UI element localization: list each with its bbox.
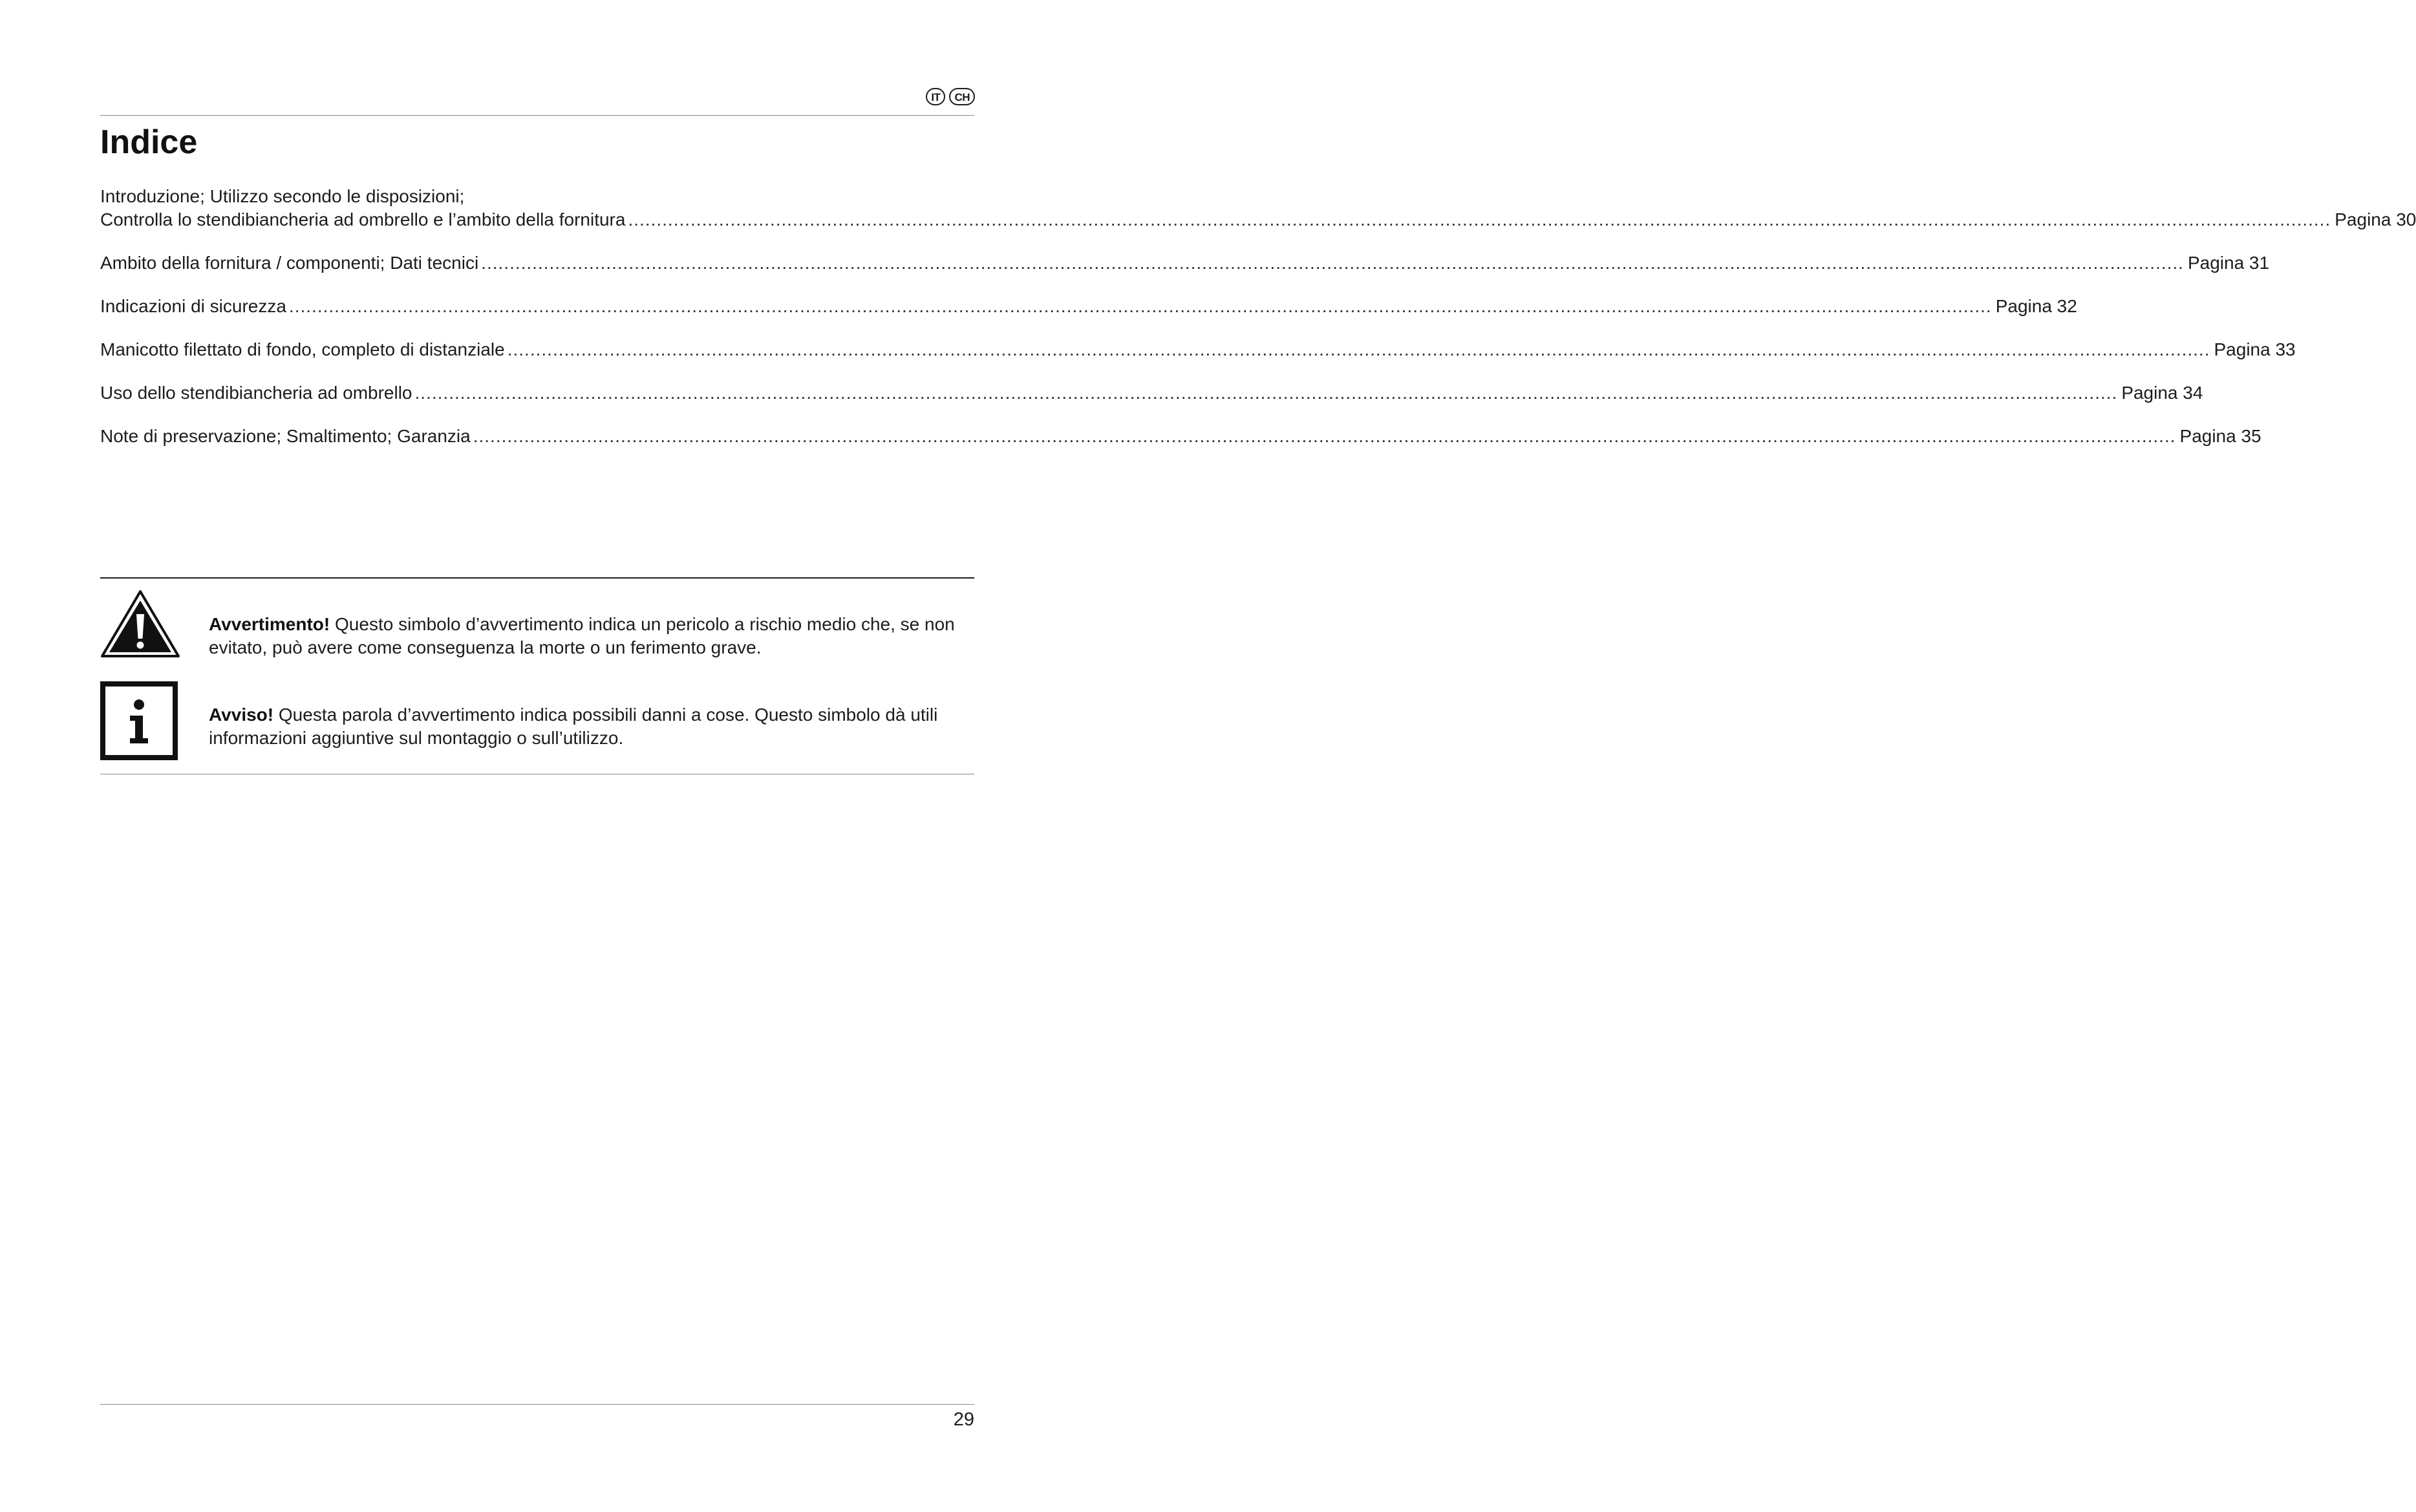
warning-notice-text <box>209 613 974 659</box>
toc-dot-leader: ............................................................................................................................................................................................................................................................................................................ <box>507 339 2210 359</box>
toc-dot-leader: ............................................................................................................................................................................................................................................................................................................ <box>288 296 1992 316</box>
toc-dot-leader: ............................................................................................................................................................................................................................................................................................................ <box>628 209 2331 229</box>
toc-entry <box>100 425 2261 448</box>
toc-entry-text: Ambito della fornitura / componenti; Dati tecnici <box>100 253 479 273</box>
toc-entry-line <box>100 251 2270 275</box>
toc-entry-line <box>100 381 2203 405</box>
toc-page-ref: Pagina 34 <box>2121 383 2203 403</box>
toc-dot-leader: ............................................................................................................................................................................................................................................................................................................ <box>481 253 2184 273</box>
toc-entry-text: Indicazioni di sicurezza <box>100 296 286 316</box>
warning-triangle-icon <box>100 590 180 661</box>
header-divider <box>100 115 974 116</box>
toc-entry-text: Introduzione; Utilizzo secondo le disposizioni; <box>100 186 465 206</box>
language-badges <box>926 88 975 105</box>
toc-entry-text: Controlla lo stendibiancheria ad ombrello e l’ambito della fornitura <box>100 209 626 229</box>
page-number: 29 <box>953 1409 974 1430</box>
toc-entry <box>100 185 2416 231</box>
toc-entry <box>100 338 2296 361</box>
toc-entry-line <box>100 425 2261 448</box>
toc-page-ref: Pagina 35 <box>2179 426 2261 446</box>
info-notice-text <box>209 703 974 750</box>
language-badge-it: IT <box>926 88 945 105</box>
page-title: Indice <box>100 123 198 161</box>
toc-entry-line <box>100 338 2296 361</box>
toc-page-ref: Pagina 30 <box>2335 209 2416 229</box>
toc-page-ref: Pagina 31 <box>2187 253 2270 273</box>
toc-page-ref: Pagina 33 <box>2214 339 2296 359</box>
toc-dot-leader: ............................................................................................................................................................................................................................................................................................................ <box>473 426 2176 446</box>
toc-dot-leader: ............................................................................................................................................................................................................................................................................................................ <box>414 383 2118 403</box>
toc-entry-line <box>100 295 2077 318</box>
info-description: Questa parola d’avvertimento indica possibili danni a cose. Questo simbolo dà utili informazioni aggiuntive sul montaggio o sull’utilizzo. <box>209 705 938 748</box>
language-badge-ch: CH <box>949 88 975 105</box>
warning-notice <box>100 590 974 661</box>
warning-description: Questo simbolo d’avvertimento indica un pericolo a rischio medio che, se non evitato, può avere come conseguenza la morte o un ferimento grave. <box>209 614 955 657</box>
toc-page-ref: Pagina 32 <box>1995 296 2077 316</box>
toc-entry <box>100 251 2270 275</box>
toc-entry-text: Uso dello stendibiancheria ad ombrello <box>100 383 412 403</box>
table-of-contents <box>100 185 2416 468</box>
toc-entry-line <box>100 208 2416 231</box>
toc-entry <box>100 381 2203 405</box>
footer-divider <box>100 1404 974 1405</box>
info-icon <box>100 681 178 763</box>
warning-label: Avvertimento! <box>209 614 330 634</box>
notices-top-divider <box>100 577 974 579</box>
toc-entry-text: Manicotto filettato di fondo, completo di distanziale <box>100 339 505 359</box>
toc-entry-line <box>100 185 974 208</box>
toc-entry <box>100 295 2077 318</box>
info-label: Avviso! <box>209 705 274 725</box>
info-notice <box>100 681 974 761</box>
toc-entry-text: Note di preservazione; Smaltimento; Garanzia <box>100 426 471 446</box>
